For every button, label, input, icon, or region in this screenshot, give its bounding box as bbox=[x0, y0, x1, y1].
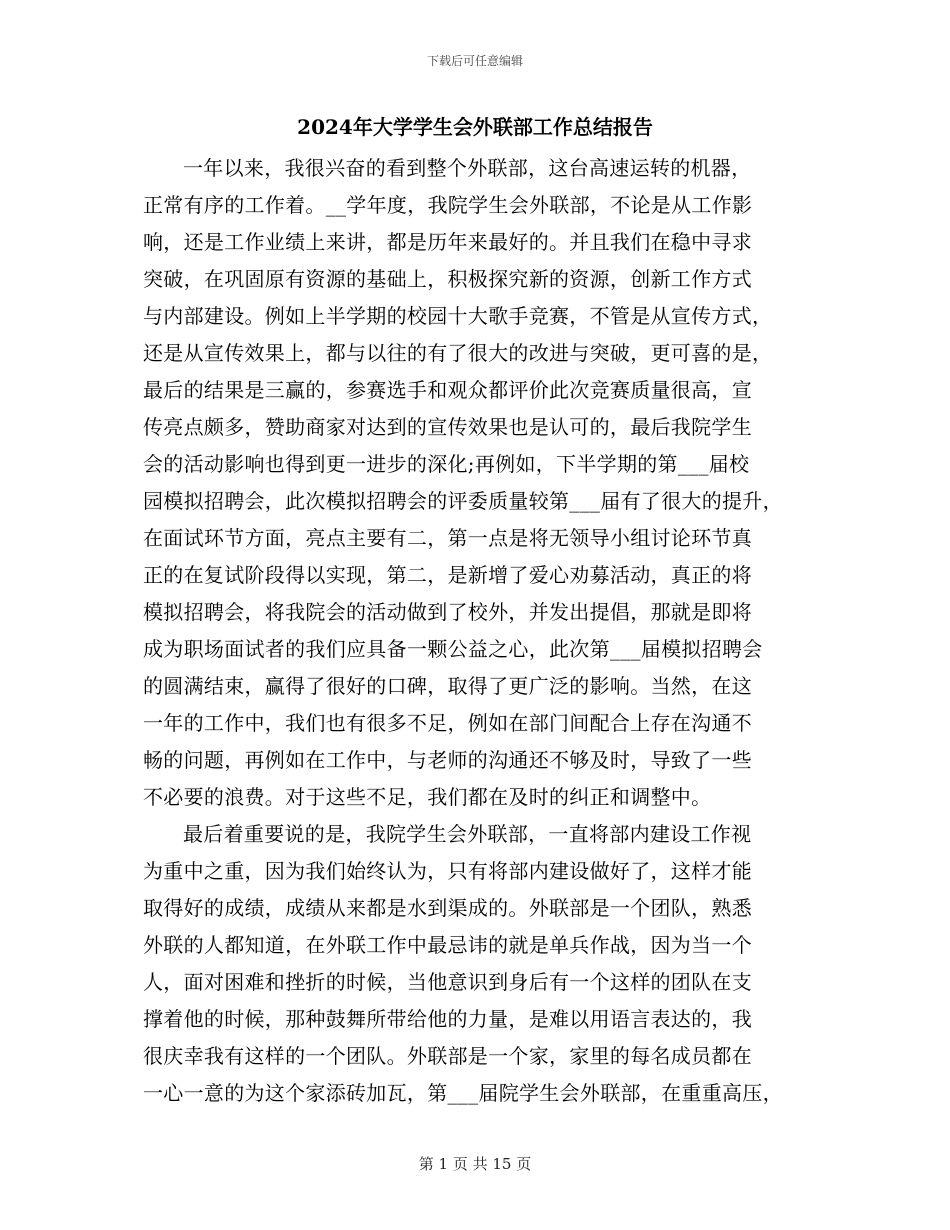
text-line: 还是从宣传效果上，都与以往的有了很大的改进与突破，更可喜的是， bbox=[143, 341, 773, 365]
text-line: 为重中之重，因为我们始终认为，只有将部内建设做好了，这样才能 bbox=[143, 859, 752, 883]
text-line: 园模拟招聘会，此次模拟招聘会的评委质量较第___届有了很大的提升， bbox=[143, 489, 783, 513]
text-line: 会的活动影响也得到更一进步的深化;再例如，下半学期的第___届校 bbox=[143, 452, 750, 476]
text-line: 很庆幸我有这样的一个团队。外联部是一个家，家里的每名成员都在 bbox=[143, 1044, 752, 1068]
text-line: 的圆满结束，赢得了很好的口碑，取得了更广泛的影响。当然，在这 bbox=[143, 674, 752, 698]
header-note: 下载后可任意编辑 bbox=[426, 54, 523, 68]
text-line: 不必要的浪费。对于这些不足，我们都在及时的纠正和调整中。 bbox=[143, 785, 712, 809]
text-line: 在面试环节方面，亮点主要有二，第一点是将无领导小组讨论环节真 bbox=[143, 526, 752, 550]
text-line: 一年以来，我很兴奋的看到整个外联部，这台高速运转的机器， bbox=[183, 156, 752, 180]
text-line: 畅的问题，再例如在工作中，与老师的沟通还不够及时，导致了一些 bbox=[143, 748, 752, 772]
paragraph-2 bbox=[143, 816, 823, 1112]
text-line: 一年的工作中，我们也有很多不足，例如在部门间配合上存在沟通不 bbox=[143, 711, 752, 735]
text-line: 响，还是工作业绩上来讲，都是历年来最好的。并且我们在稳中寻求 bbox=[143, 230, 752, 254]
text-line: 撑着他的时候，那种鼓舞所带给他的力量，是难以用语言表达的，我 bbox=[143, 1007, 752, 1031]
text-line: 正常有序的工作着。__学年度，我院学生会外联部，不论是从工作影 bbox=[143, 193, 753, 217]
text-line: 最后的结果是三赢的，参赛选手和观众都评价此次竞赛质量很高，宣 bbox=[143, 378, 752, 402]
text-line: 模拟招聘会，将我院会的活动做到了校外，并发出提倡，那就是即将 bbox=[143, 600, 752, 624]
paragraph-1 bbox=[143, 150, 823, 816]
text-line: 一心一意的为这个家添砖加瓦，第___届院学生会外联部，在重重高压， bbox=[143, 1081, 783, 1105]
text-line: 成为职场面试者的我们应具备一颗公益之心，此次第___届模拟招聘会 bbox=[143, 637, 763, 661]
text-line: 最后着重要说的是，我院学生会外联部，一直将部内建设工作视 bbox=[183, 822, 752, 846]
text-line: 传亮点颇多，赞助商家对达到的宣传效果也是认可的，最后我院学生 bbox=[143, 415, 752, 439]
text-line: 外联的人都知道，在外联工作中最忌讳的就是单兵作战，因为当一个 bbox=[143, 933, 752, 957]
text-line: 正的在复试阶段得以实现，第二，是新增了爱心劝募活动，真正的将 bbox=[143, 563, 752, 587]
text-line: 与内部建设。例如上半学期的校园十大歌手竞赛，不管是从宣传方式， bbox=[143, 304, 773, 328]
document-title: 2024年大学学生会外联部工作总结报告 bbox=[297, 115, 653, 139]
page-footer: 第 1 页 共 15 页 bbox=[418, 1155, 532, 1173]
text-line: 突破，在巩固原有资源的基础上，积极探究新的资源，创新工作方式 bbox=[143, 267, 752, 291]
text-line: 人，面对困难和挫折的时候，当他意识到身后有一个这样的团队在支 bbox=[143, 970, 752, 994]
text-line: 取得好的成绩，成绩从来都是水到渠成的。外联部是一个团队，熟悉 bbox=[143, 896, 752, 920]
document-body bbox=[143, 150, 823, 1112]
